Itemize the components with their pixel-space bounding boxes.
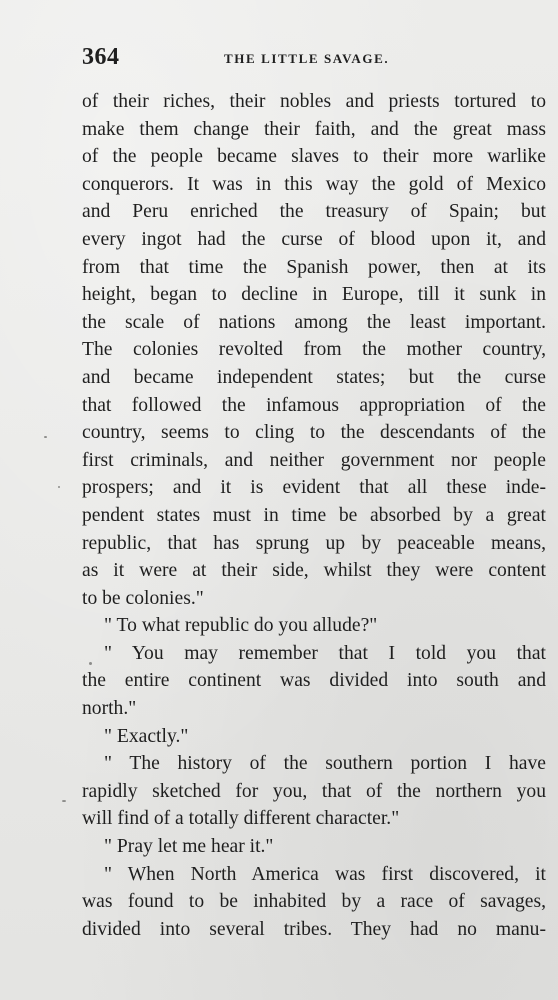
text-line: north." [82,698,137,720]
page-header [82,44,544,76]
text-line: as it were at their side, whilst they were content [82,560,546,582]
body-text [82,88,546,943]
text-line: every ingot had the curse of blood upon it, and [82,228,546,250]
page-number: 364 [82,44,120,70]
text-line: The colonies revolted from the mother country, [82,339,546,361]
text-line: that followed the infamous appropriation of the [82,394,546,416]
text-line: and became independent states; but the curse [82,366,546,388]
text-line: divided into several tribes. They had no manu- [82,918,546,940]
text-line: republic, that has sprung up by peaceable means, [82,532,546,554]
text-line: prospers; and it is evident that all these inde- [82,477,546,499]
text-line: country, seems to cling to the descendants of the [82,422,546,444]
text-line: from that time the Spanish power, then at its [82,256,546,278]
text-line: " To what republic do you allude?" [104,615,378,637]
text-line: the scale of nations among the least important. [82,311,546,333]
text-line: " The history of the southern portion I have [104,753,546,775]
text-line: to be colonies." [82,587,204,609]
paper-speck [62,800,66,802]
text-line: pendent states must in time be absorbed by a great [82,504,546,526]
text-line: conquerors. It was in this way the gold of Mexico [82,173,546,195]
paper-speck [58,486,60,488]
running-title: THE LITTLE SAVAGE. [224,51,390,66]
text-line: height, began to decline in Europe, till it sunk in [82,284,546,306]
text-line: was found to be inhabited by a race of savages, [82,891,546,913]
paper-speck [44,436,47,438]
text-line: the entire continent was divided into south and [82,670,546,692]
text-line: " When North America was first discovered, it [104,863,546,885]
text-line: " Exactly." [104,725,189,747]
text-line: first criminals, and neither government nor people [82,449,546,471]
text-line: of their riches, their nobles and priests tortured to [82,91,546,112]
text-line: of the people became slaves to their more warlike [82,146,546,168]
text-line: make them change their faith, and the great mass [82,118,546,140]
text-line: will find of a totally different character." [82,808,400,830]
text-line: " You may remember that I told you that [104,642,546,664]
text-line: " Pray let me hear it." [104,836,274,858]
text-line: and Peru enriched the treasury of Spain; but [82,201,546,223]
text-line: rapidly sketched for you, that of the northern you [82,780,546,802]
paper-speck [89,662,92,665]
